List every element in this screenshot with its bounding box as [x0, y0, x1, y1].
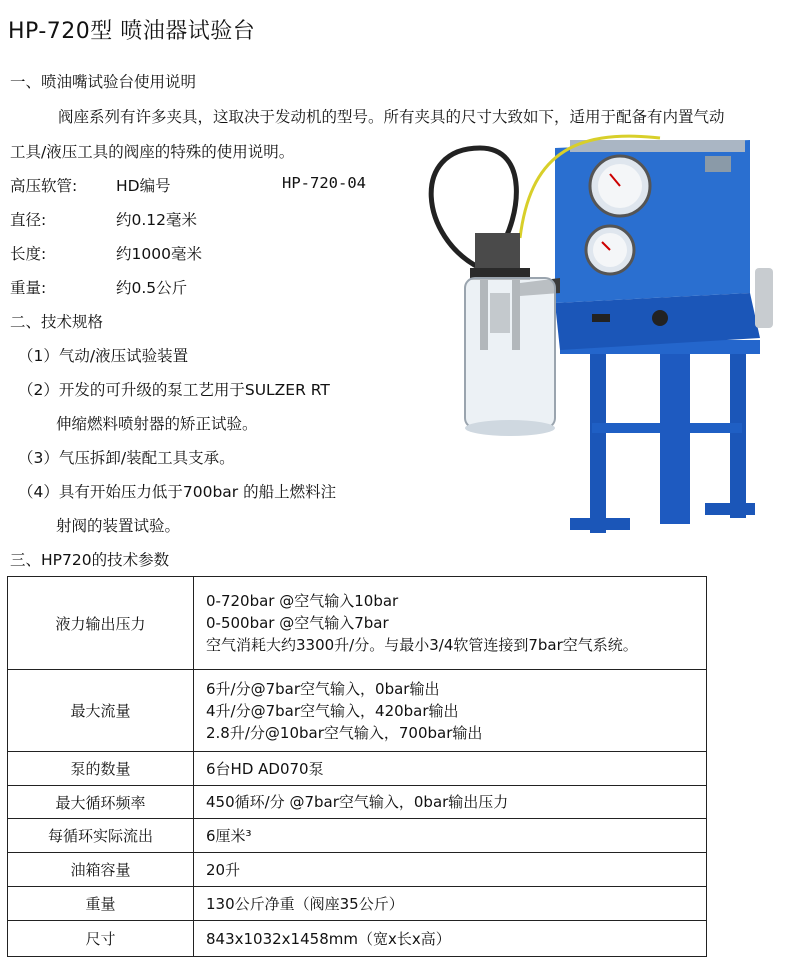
spec-item-2-cont: 伸缩燃料喷射器的矫正试验。 [56, 415, 258, 433]
table-row [8, 577, 707, 670]
length-label: 长度: [10, 245, 47, 263]
spec-item-4: （4）具有开始压力低于700bar 的船上燃料注 [18, 483, 337, 501]
value-line: 6升/分@7bar空气输入，0bar输出 [206, 679, 440, 698]
table-value: 450循环/分 @7bar空气输入，0bar输出压力 [194, 786, 707, 819]
table-row [8, 670, 707, 752]
spec-item-2: （2）开发的可升级的泵工艺用于SULZER RT [18, 381, 330, 399]
table-value [194, 577, 707, 670]
table-row [8, 887, 707, 921]
hose-code-label: HD编号 [116, 177, 171, 195]
test-bench-illustration [420, 118, 780, 548]
table-row [8, 921, 707, 957]
weight-label: 重量: [10, 279, 47, 297]
table-value [194, 670, 707, 752]
table-row [8, 853, 707, 887]
table-key: 液力输出压力 [8, 577, 194, 670]
table-key: 泵的数量 [8, 752, 194, 786]
table-row [8, 752, 707, 786]
table-row [8, 786, 707, 819]
table-key: 重量 [8, 887, 194, 921]
table-key: 尺寸 [8, 921, 194, 957]
value-line: 2.8升/分@10bar空气输入，700bar输出 [206, 723, 483, 742]
intro-line-1: 阀座系列有许多夹具，这取决于发动机的型号。所有夹具的尺寸大致如下，适用于配备有内置气动 [58, 108, 725, 126]
diameter-label: 直径: [10, 211, 47, 229]
section2-heading: 二、技术规格 [10, 313, 104, 331]
table-value: 6厘米³ [194, 819, 707, 853]
value-line: 4升/分@7bar空气输入，420bar输出 [206, 701, 459, 720]
test-bench-photo [420, 118, 780, 548]
spec-item-1: （1）气动/液压试验装置 [18, 347, 189, 365]
section1-heading: 一、喷油嘴试验台使用说明 [10, 73, 197, 91]
weight-value: 约0.5公斤 [116, 279, 188, 297]
table-row [8, 819, 707, 853]
page-title: HP-720型 喷油器试验台 [8, 19, 256, 44]
hose-code-value: HP-720-04 [282, 174, 366, 192]
value-line: 空气消耗大约3300升/分。与最小3/4软管连接到7bar空气系统。 [206, 636, 638, 654]
table-value: 6台HD AD070泵 [194, 752, 707, 786]
spec-table [7, 576, 707, 957]
hose-label: 高压软管: [10, 177, 78, 195]
table-key: 每循环实际流出 [8, 819, 194, 853]
table-value: 20升 [194, 853, 707, 887]
table-key: 最大流量 [8, 670, 194, 752]
value-line: 0-500bar @空气输入7bar [206, 614, 389, 632]
section3-heading: 三、HP720的技术参数 [10, 551, 170, 569]
spec-item-4-cont: 射阀的装置试验。 [56, 517, 181, 535]
value-line: 0-720bar @空气输入10bar [206, 592, 399, 610]
diameter-value: 约0.12毫米 [116, 211, 198, 229]
table-key: 油箱容量 [8, 853, 194, 887]
table-value: 130公斤净重（阀座35公斤） [194, 887, 707, 921]
length-value: 约1000毫米 [116, 245, 202, 263]
intro-line-2: 工具/液压工具的阀座的特殊的使用说明。 [10, 143, 295, 161]
table-value: 843x1032x1458mm（宽x长x高） [194, 921, 707, 957]
spec-item-3: （3）气压拆卸/装配工具支承。 [18, 449, 235, 467]
table-key: 最大循环频率 [8, 786, 194, 819]
